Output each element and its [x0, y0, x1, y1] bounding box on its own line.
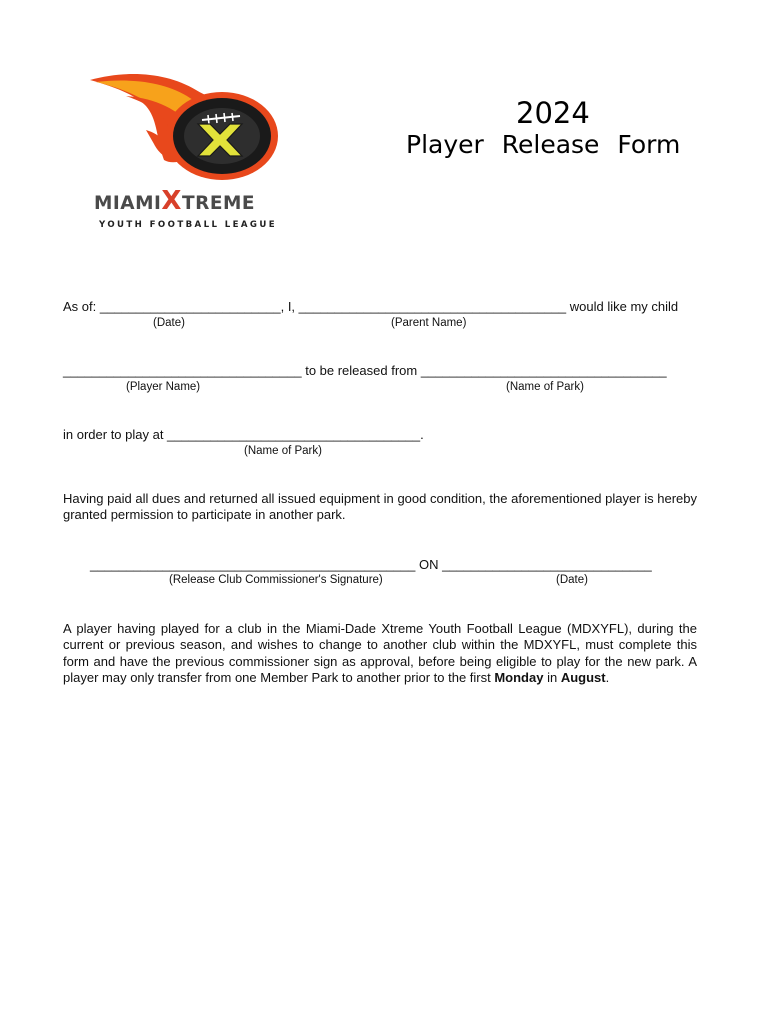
rules-in: in	[543, 669, 561, 685]
form-title: Player Release Form	[406, 130, 681, 159]
league-logo	[86, 68, 306, 238]
flaming-football-icon	[86, 68, 306, 188]
logo-word-left: MIAMI	[94, 193, 162, 214]
form-year: 2024	[516, 96, 590, 130]
park-name-label: (Name of Park)	[506, 381, 584, 393]
logo-word-right: TREME	[181, 193, 256, 214]
logo-word-x: X	[161, 186, 182, 216]
new-park-label: (Name of Park)	[244, 445, 322, 457]
player-name-label: (Player Name)	[126, 381, 201, 393]
signature-label: (Release Club Commissioner's Signature)	[169, 574, 383, 586]
rules-day: Monday	[494, 669, 544, 685]
transfer-rules	[63, 621, 697, 686]
rules-period: .	[605, 669, 610, 685]
play-at-line: in order to play at ___________________________________.	[63, 427, 424, 442]
parent-name-label: (Parent Name)	[391, 317, 467, 329]
signature-line: _____________________________________________ ON _____________________________	[90, 557, 652, 572]
released-from-line: _________________________________ to be released from __________________________________	[63, 363, 667, 378]
logo-subtitle: YOUTH FOOTBALL LEAGUE	[99, 220, 278, 230]
rules-text: A player having played for a club in the Miami-Dade Xtreme Youth Football League (MDXYFL), during the current or previous season, and wishes to change to another club within the MDXYFL, must complete this form and have the previous commissioner sign as approval, before being eligible to play for the new park. A player may only transfer from one Member Park to another prior to the first	[63, 621, 697, 685]
logo-wordmark	[94, 186, 256, 216]
as-of-line: As of: _________________________, I, _____________________________________ would like my child	[63, 299, 679, 314]
date-label: (Date)	[153, 317, 185, 329]
signature-date-label: (Date)	[556, 574, 588, 586]
release-statement: Having paid all dues and returned all issued equipment in good condition, the aforementioned player is hereby granted permission to participate in another park.	[63, 491, 697, 523]
rules-month: August	[560, 669, 606, 685]
